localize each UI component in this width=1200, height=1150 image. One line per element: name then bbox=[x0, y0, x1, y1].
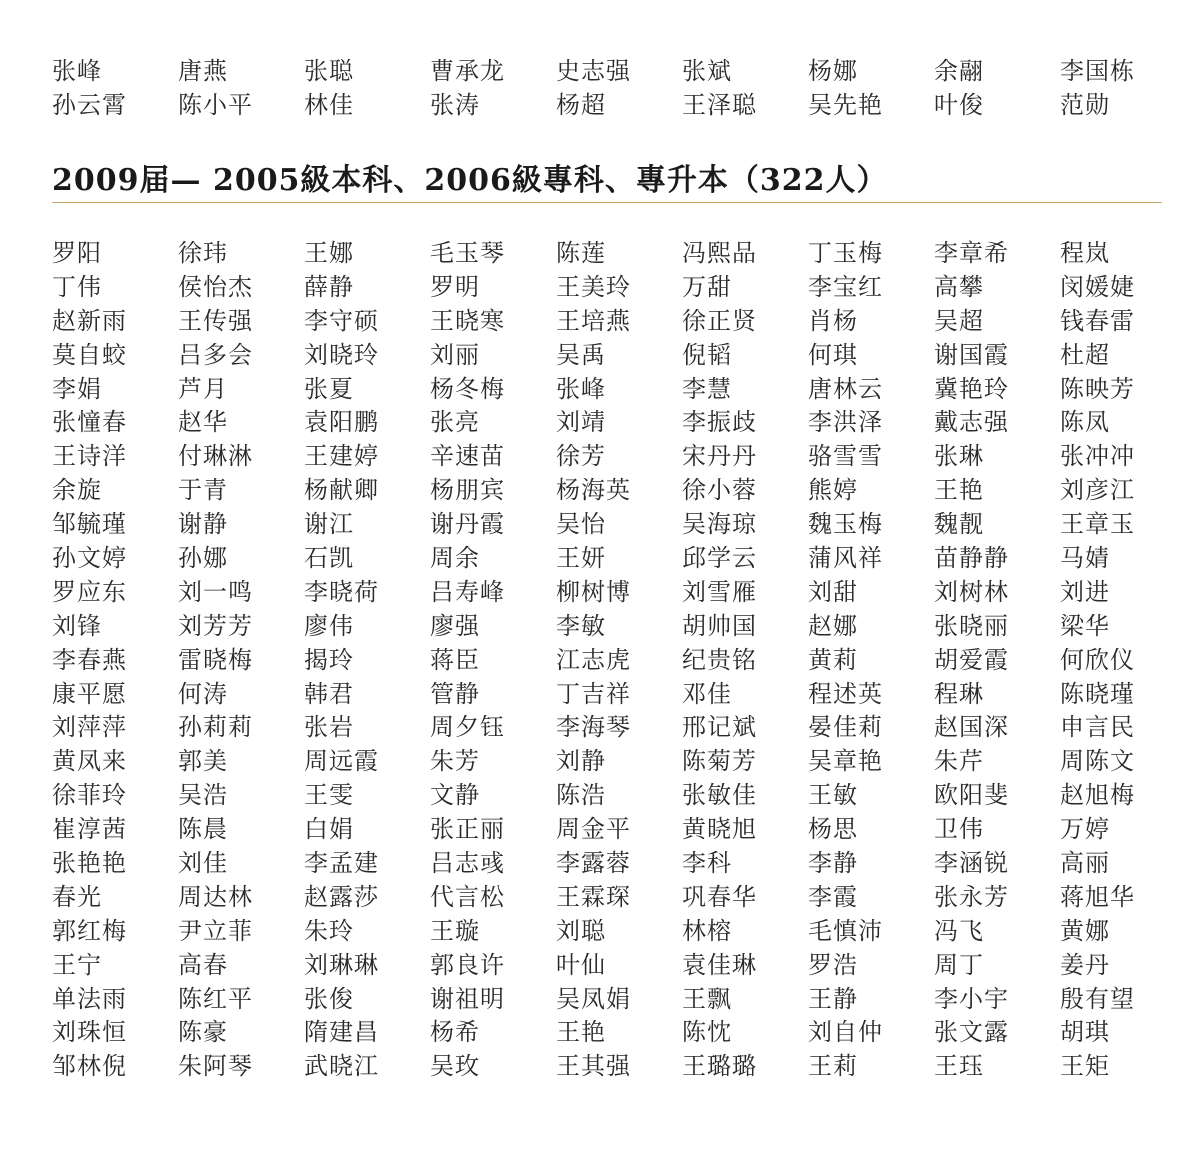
person-name: 张聪 bbox=[304, 56, 354, 85]
person-name: 谢国霞 bbox=[934, 340, 1009, 369]
name-row bbox=[52, 236, 1200, 270]
name-row bbox=[52, 304, 1200, 338]
person-name: 林佳 bbox=[304, 90, 354, 119]
person-name: 邹林倪 bbox=[52, 1052, 127, 1081]
person-name: 王宁 bbox=[52, 950, 102, 979]
person-name: 闵媛婕 bbox=[1060, 272, 1135, 301]
person-name: 胡琪 bbox=[1060, 1018, 1110, 1047]
person-name: 杨冬梅 bbox=[430, 374, 505, 403]
person-name: 孙云霄 bbox=[52, 90, 127, 119]
name-row bbox=[52, 744, 1200, 778]
person-name: 王娜 bbox=[304, 238, 354, 267]
person-name: 袁佳琳 bbox=[682, 950, 757, 979]
person-name: 张憧春 bbox=[52, 408, 127, 437]
person-name: 朱芹 bbox=[934, 747, 984, 776]
person-name: 毛慎沛 bbox=[808, 916, 883, 945]
person-name: 李国栋 bbox=[1060, 56, 1135, 85]
person-name: 杨朋宾 bbox=[430, 476, 505, 505]
person-name: 马婧 bbox=[1060, 543, 1110, 572]
person-name: 刘雪雁 bbox=[682, 577, 757, 606]
person-name: 刘锋 bbox=[52, 611, 102, 640]
person-name: 欧阳斐 bbox=[934, 781, 1009, 810]
person-name: 李涵锐 bbox=[934, 848, 1009, 877]
person-name: 黄凤来 bbox=[52, 747, 127, 776]
person-name: 徐玮 bbox=[178, 238, 228, 267]
person-name: 李海琴 bbox=[556, 713, 631, 742]
person-name: 周金平 bbox=[556, 815, 631, 844]
name-row bbox=[52, 812, 1200, 846]
person-name: 邱学云 bbox=[682, 543, 757, 572]
name-row bbox=[52, 880, 1200, 914]
person-name: 李露蓉 bbox=[556, 848, 631, 877]
person-name: 张艳艳 bbox=[52, 848, 127, 877]
person-name: 赵娜 bbox=[808, 611, 858, 640]
person-name: 蒲风祥 bbox=[808, 543, 883, 572]
person-name: 程述英 bbox=[808, 679, 883, 708]
person-name: 王静 bbox=[808, 984, 858, 1013]
person-name: 刘琳琳 bbox=[304, 950, 379, 979]
person-name: 丁玉梅 bbox=[808, 238, 883, 267]
person-name: 周达林 bbox=[178, 882, 253, 911]
person-name: 尹立菲 bbox=[178, 916, 253, 945]
person-name: 邓佳 bbox=[682, 679, 732, 708]
person-name: 魏靓 bbox=[934, 510, 984, 539]
name-row bbox=[52, 677, 1200, 711]
person-name: 周丁 bbox=[934, 950, 984, 979]
person-name: 朱玲 bbox=[304, 916, 354, 945]
person-name: 周余 bbox=[430, 543, 480, 572]
person-name: 春光 bbox=[52, 882, 102, 911]
person-name: 骆雪雪 bbox=[808, 442, 883, 471]
person-name: 殷有望 bbox=[1060, 984, 1135, 1013]
person-name: 王建婷 bbox=[304, 442, 379, 471]
person-name: 刘进 bbox=[1060, 577, 1110, 606]
person-name: 赵旭梅 bbox=[1060, 781, 1135, 810]
person-name: 王传强 bbox=[178, 306, 253, 335]
person-name: 王雯 bbox=[304, 781, 354, 810]
person-name: 张文露 bbox=[934, 1018, 1009, 1047]
person-name: 吴凤娟 bbox=[556, 984, 631, 1013]
person-name: 陈晨 bbox=[178, 815, 228, 844]
person-name: 巩春华 bbox=[682, 882, 757, 911]
person-name: 陈映芳 bbox=[1060, 374, 1135, 403]
person-name: 侯怡杰 bbox=[178, 272, 253, 301]
person-name: 李敏 bbox=[556, 611, 606, 640]
person-name: 苗静静 bbox=[934, 543, 1009, 572]
person-name: 吴章艳 bbox=[808, 747, 883, 776]
person-name: 吴浩 bbox=[178, 781, 228, 810]
person-name: 刘甜 bbox=[808, 577, 858, 606]
person-name: 王珏 bbox=[934, 1052, 984, 1081]
person-name: 吕多会 bbox=[178, 340, 253, 369]
name-row bbox=[52, 1015, 1200, 1049]
person-name: 范勋 bbox=[1060, 90, 1110, 119]
person-name: 朱芳 bbox=[430, 747, 480, 776]
person-name: 张峰 bbox=[556, 374, 606, 403]
person-name: 刘静 bbox=[556, 747, 606, 776]
person-name: 谢江 bbox=[304, 510, 354, 539]
person-name: 丁吉祥 bbox=[556, 679, 631, 708]
person-name: 付琳淋 bbox=[178, 442, 253, 471]
person-name: 周夕钰 bbox=[430, 713, 505, 742]
person-name: 胡帅国 bbox=[682, 611, 757, 640]
name-row bbox=[52, 54, 1200, 88]
person-name: 王晓寒 bbox=[430, 306, 505, 335]
person-name: 韩君 bbox=[304, 679, 354, 708]
person-name: 管静 bbox=[430, 679, 480, 708]
person-name: 李振歧 bbox=[682, 408, 757, 437]
person-name: 谢祖明 bbox=[430, 984, 505, 1013]
person-name: 张晓丽 bbox=[934, 611, 1009, 640]
name-row bbox=[52, 338, 1200, 372]
person-name: 王飘 bbox=[682, 984, 732, 1013]
person-name: 王妍 bbox=[556, 543, 606, 572]
person-name: 李守硕 bbox=[304, 306, 379, 335]
person-name: 隋建昌 bbox=[304, 1018, 379, 1047]
person-name: 姜丹 bbox=[1060, 950, 1110, 979]
name-row bbox=[52, 710, 1200, 744]
person-name: 张亮 bbox=[430, 408, 480, 437]
person-name: 万甜 bbox=[682, 272, 732, 301]
person-name: 代言松 bbox=[430, 882, 505, 911]
person-name: 冯熙品 bbox=[682, 238, 757, 267]
person-name: 叶仙 bbox=[556, 950, 606, 979]
name-row bbox=[52, 405, 1200, 439]
person-name: 罗明 bbox=[430, 272, 480, 301]
person-name: 刘一鸣 bbox=[178, 577, 253, 606]
person-name: 毛玉琴 bbox=[430, 238, 505, 267]
person-name: 郭红梅 bbox=[52, 916, 127, 945]
person-name: 刘靖 bbox=[556, 408, 606, 437]
person-name: 刘自仲 bbox=[808, 1018, 883, 1047]
person-name: 余旋 bbox=[52, 476, 102, 505]
person-name: 王敏 bbox=[808, 781, 858, 810]
person-name: 申言民 bbox=[1060, 713, 1135, 742]
person-name: 王诗洋 bbox=[52, 442, 127, 471]
person-name: 梁华 bbox=[1060, 611, 1110, 640]
person-name: 卫伟 bbox=[934, 815, 984, 844]
person-name: 吕寿峰 bbox=[430, 577, 505, 606]
person-name: 林榕 bbox=[682, 916, 732, 945]
person-name: 熊婷 bbox=[808, 476, 858, 505]
person-name: 张斌 bbox=[682, 56, 732, 85]
person-name: 倪韬 bbox=[682, 340, 732, 369]
person-name: 张涛 bbox=[430, 90, 480, 119]
person-name: 宋丹丹 bbox=[682, 442, 757, 471]
person-name: 张琳 bbox=[934, 442, 984, 471]
person-name: 杜超 bbox=[1060, 340, 1110, 369]
person-name: 孙莉莉 bbox=[178, 713, 253, 742]
person-name: 陈莲 bbox=[556, 238, 606, 267]
person-name: 单法雨 bbox=[52, 984, 127, 1013]
person-name: 叶俊 bbox=[934, 90, 984, 119]
person-name: 李小宇 bbox=[934, 984, 1009, 1013]
person-name: 王泽聪 bbox=[682, 90, 757, 119]
person-name: 黄莉 bbox=[808, 645, 858, 674]
name-row bbox=[52, 372, 1200, 406]
person-name: 万婷 bbox=[1060, 815, 1110, 844]
person-name: 邹毓瑾 bbox=[52, 510, 127, 539]
person-name: 何涛 bbox=[178, 679, 228, 708]
person-name: 吕志彧 bbox=[430, 848, 505, 877]
person-name: 钱春雷 bbox=[1060, 306, 1135, 335]
person-name: 杨超 bbox=[556, 90, 606, 119]
person-name: 蒋臣 bbox=[430, 645, 480, 674]
person-name: 张夏 bbox=[304, 374, 354, 403]
person-name: 吴海琼 bbox=[682, 510, 757, 539]
person-name: 何欣仪 bbox=[1060, 645, 1135, 674]
person-name: 魏玉梅 bbox=[808, 510, 883, 539]
person-name: 孙文婷 bbox=[52, 543, 127, 572]
person-name: 张正丽 bbox=[430, 815, 505, 844]
person-name: 吴先艳 bbox=[808, 90, 883, 119]
person-name: 高攀 bbox=[934, 272, 984, 301]
person-name: 王霖琛 bbox=[556, 882, 631, 911]
person-name: 刘丽 bbox=[430, 340, 480, 369]
person-name: 李娟 bbox=[52, 374, 102, 403]
name-row bbox=[52, 1049, 1200, 1083]
person-name: 冯飞 bbox=[934, 916, 984, 945]
person-name: 邢记斌 bbox=[682, 713, 757, 742]
graduate-name-grid bbox=[52, 236, 1200, 1083]
name-row bbox=[52, 439, 1200, 473]
name-row bbox=[52, 609, 1200, 643]
person-name: 江志虎 bbox=[556, 645, 631, 674]
person-name: 袁阳鹏 bbox=[304, 408, 379, 437]
person-name: 陈小平 bbox=[178, 90, 253, 119]
person-name: 赵国深 bbox=[934, 713, 1009, 742]
person-name: 文静 bbox=[430, 781, 480, 810]
person-name: 黄娜 bbox=[1060, 916, 1110, 945]
person-name: 周远霞 bbox=[304, 747, 379, 776]
previous-section-name-grid bbox=[52, 54, 1200, 122]
person-name: 罗阳 bbox=[52, 238, 102, 267]
person-name: 廖伟 bbox=[304, 611, 354, 640]
person-name: 陈菊芳 bbox=[682, 747, 757, 776]
name-row bbox=[52, 541, 1200, 575]
person-name: 周陈文 bbox=[1060, 747, 1135, 776]
person-name: 杨海英 bbox=[556, 476, 631, 505]
person-name: 吴玫 bbox=[430, 1052, 480, 1081]
person-name: 陈红平 bbox=[178, 984, 253, 1013]
person-name: 徐芳 bbox=[556, 442, 606, 471]
person-name: 崔淳茜 bbox=[52, 815, 127, 844]
person-name: 谢丹霞 bbox=[430, 510, 505, 539]
person-name: 刘佳 bbox=[178, 848, 228, 877]
person-name: 程岚 bbox=[1060, 238, 1110, 267]
person-name: 李霞 bbox=[808, 882, 858, 911]
person-name: 张敏佳 bbox=[682, 781, 757, 810]
person-name: 康平愿 bbox=[52, 679, 127, 708]
person-name: 李章希 bbox=[934, 238, 1009, 267]
person-name: 张俊 bbox=[304, 984, 354, 1013]
person-name: 李慧 bbox=[682, 374, 732, 403]
person-name: 李洪泽 bbox=[808, 408, 883, 437]
person-name: 程琳 bbox=[934, 679, 984, 708]
person-name: 罗应东 bbox=[52, 577, 127, 606]
person-name: 陈忱 bbox=[682, 1018, 732, 1047]
person-name: 唐林云 bbox=[808, 374, 883, 403]
person-name: 杨献卿 bbox=[304, 476, 379, 505]
person-name: 王其强 bbox=[556, 1052, 631, 1081]
person-name: 丁伟 bbox=[52, 272, 102, 301]
person-name: 张冲冲 bbox=[1060, 442, 1135, 471]
person-name: 徐小蓉 bbox=[682, 476, 757, 505]
person-name: 李静 bbox=[808, 848, 858, 877]
person-name: 吴超 bbox=[934, 306, 984, 335]
person-name: 石凯 bbox=[304, 543, 354, 572]
person-name: 王璐璐 bbox=[682, 1052, 757, 1081]
person-name: 刘珠恒 bbox=[52, 1018, 127, 1047]
person-name: 柳树博 bbox=[556, 577, 631, 606]
person-name: 纪贵铭 bbox=[682, 645, 757, 674]
person-name: 王美玲 bbox=[556, 272, 631, 301]
name-row bbox=[52, 507, 1200, 541]
person-name: 陈晓瑾 bbox=[1060, 679, 1135, 708]
name-row bbox=[52, 473, 1200, 507]
name-row bbox=[52, 982, 1200, 1016]
person-name: 孙娜 bbox=[178, 543, 228, 572]
person-name: 李春燕 bbox=[52, 645, 127, 674]
name-row bbox=[52, 643, 1200, 677]
person-name: 赵露莎 bbox=[304, 882, 379, 911]
person-name: 黄晓旭 bbox=[682, 815, 757, 844]
person-name: 陈浩 bbox=[556, 781, 606, 810]
name-row bbox=[52, 846, 1200, 880]
person-name: 李宝红 bbox=[808, 272, 883, 301]
person-name: 王培燕 bbox=[556, 306, 631, 335]
person-name: 赵华 bbox=[178, 408, 228, 437]
person-name: 武晓江 bbox=[304, 1052, 379, 1081]
person-name: 雷晓梅 bbox=[178, 645, 253, 674]
person-name: 戴志强 bbox=[934, 408, 1009, 437]
person-name: 曹承龙 bbox=[430, 56, 505, 85]
person-name: 刘彦江 bbox=[1060, 476, 1135, 505]
person-name: 刘聪 bbox=[556, 916, 606, 945]
person-name: 赵新雨 bbox=[52, 306, 127, 335]
name-row bbox=[52, 88, 1200, 122]
person-name: 王艳 bbox=[934, 476, 984, 505]
person-name: 冀艳玲 bbox=[934, 374, 1009, 403]
person-name: 胡爱霞 bbox=[934, 645, 1009, 674]
person-name: 张永芳 bbox=[934, 882, 1009, 911]
person-name: 谢静 bbox=[178, 510, 228, 539]
person-name: 杨娜 bbox=[808, 56, 858, 85]
person-name: 张岩 bbox=[304, 713, 354, 742]
person-name: 揭玲 bbox=[304, 645, 354, 674]
person-name: 肖杨 bbox=[808, 306, 858, 335]
person-name: 吴禹 bbox=[556, 340, 606, 369]
person-name: 李晓荷 bbox=[304, 577, 379, 606]
person-name: 陈豪 bbox=[178, 1018, 228, 1047]
name-row bbox=[52, 270, 1200, 304]
name-row bbox=[52, 948, 1200, 982]
person-name: 徐正贤 bbox=[682, 306, 757, 335]
person-name: 高丽 bbox=[1060, 848, 1110, 877]
name-row bbox=[52, 575, 1200, 609]
person-name: 史志强 bbox=[556, 56, 631, 85]
person-name: 唐燕 bbox=[178, 56, 228, 85]
person-name: 于青 bbox=[178, 476, 228, 505]
person-name: 刘晓玲 bbox=[304, 340, 379, 369]
person-name: 蒋旭华 bbox=[1060, 882, 1135, 911]
person-name: 吴怡 bbox=[556, 510, 606, 539]
person-name: 王矩 bbox=[1060, 1052, 1110, 1081]
name-row bbox=[52, 778, 1200, 812]
person-name: 杨思 bbox=[808, 815, 858, 844]
person-name: 王章玉 bbox=[1060, 510, 1135, 539]
person-name: 李孟建 bbox=[304, 848, 379, 877]
person-name: 郭美 bbox=[178, 747, 228, 776]
person-name: 余翮 bbox=[934, 56, 984, 85]
name-row bbox=[52, 914, 1200, 948]
section-heading: 2009届— 2005級本科、2006級專科、專升本（322人） bbox=[52, 163, 888, 198]
person-name: 刘树林 bbox=[934, 577, 1009, 606]
person-name: 陈凤 bbox=[1060, 408, 1110, 437]
person-name: 何琪 bbox=[808, 340, 858, 369]
person-name: 芦月 bbox=[178, 374, 228, 403]
person-name: 薛静 bbox=[304, 272, 354, 301]
person-name: 刘萍萍 bbox=[52, 713, 127, 742]
person-name: 莫自蛟 bbox=[52, 340, 127, 369]
person-name: 杨希 bbox=[430, 1018, 480, 1047]
person-name: 张峰 bbox=[52, 56, 102, 85]
person-name: 李科 bbox=[682, 848, 732, 877]
person-name: 辛速苗 bbox=[430, 442, 505, 471]
person-name: 罗浩 bbox=[808, 950, 858, 979]
person-name: 朱阿琴 bbox=[178, 1052, 253, 1081]
heading-divider bbox=[52, 202, 1162, 203]
person-name: 王莉 bbox=[808, 1052, 858, 1081]
person-name: 廖强 bbox=[430, 611, 480, 640]
person-name: 白娟 bbox=[304, 815, 354, 844]
person-name: 郭良许 bbox=[430, 950, 505, 979]
person-name: 高春 bbox=[178, 950, 228, 979]
person-name: 徐菲玲 bbox=[52, 781, 127, 810]
person-name: 王璇 bbox=[430, 916, 480, 945]
person-name: 刘芳芳 bbox=[178, 611, 253, 640]
person-name: 王艳 bbox=[556, 1018, 606, 1047]
person-name: 晏佳莉 bbox=[808, 713, 883, 742]
